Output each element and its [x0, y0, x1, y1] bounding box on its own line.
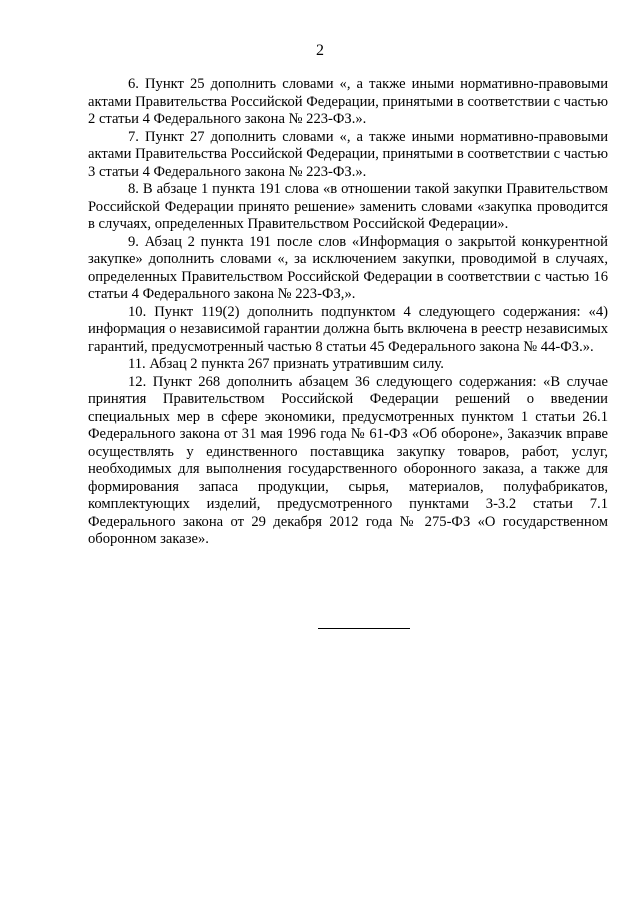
- paragraph-item-9: 9. Абзац 2 пункта 191 после слов «Информация о закрытой конкурентной закупке» дополнить словами «, за исключением закупки, проводимой в случаях, определенных Правительством Российской Федерации в соответствии с частью 16 статьи 4 Федерального закона № 223-ФЗ,».: [88, 233, 608, 302]
- page-number: 2: [316, 42, 324, 59]
- paragraph-item-8: 8. В абзаце 1 пункта 191 слова «в отношении такой закупки Правительством Российской Федерации принято решение» заменить словами «закупка проводится в случаях, определенных Правительством Российской Федерации».: [88, 181, 608, 232]
- paragraph-item-11: 11. Абзац 2 пункта 267 признать утратившим силу.: [128, 356, 444, 372]
- document-body: [88, 76, 608, 549]
- paragraph-item-7: 7. Пункт 27 дополнить словами «, а также иными нормативно-правовыми актами Правительства Российской Федерации, принятыми в соответствии с частью 3 статьи 4 Федерального закона № 223-ФЗ.».: [88, 128, 608, 180]
- paragraph-item-10: 10. Пункт 119(2) дополнить подпунктом 4 следующего содержания: «4) информация о независимой гарантии должна быть включена в реестр независимых гарантий, предусмотренный частью 8 статьи 45 Федерального закона № 44-ФЗ.».: [88, 303, 608, 355]
- paragraph-item-12: 12. Пункт 268 дополнить абзацем 36 следующего содержания: «В случае принятия Правительством Российской Федерации решений о введении специальных мер в сфере экономики, предусмотренных пунктом 1 статьи 26.1 Федерального закона от 31 мая 1996 года № 61-ФЗ «Об обороне», Заказчик вправе осуществлять у единственного поставщика закупку товаров, работ, услуг, необходимых для выполнения государственного оборонного заказа, а также для формирования запаса продукции, сырья, материалов, полуфабрикатов, комплектующих изделий, предусмотренного пунктами 3-3.2 статьи 7.1 Федерального закона от 29 декабря 2012 года № 275-ФЗ «О государственном оборонном заказе».: [88, 373, 608, 547]
- closing-divider-line: [318, 628, 410, 629]
- paragraph-item-6: 6. Пункт 25 дополнить словами «, а также иными нормативно-правовыми актами Правительства Российской Федерации, принятыми в соответствии с частью 2 статьи 4 Федерального закона № 223-ФЗ.».: [88, 76, 608, 127]
